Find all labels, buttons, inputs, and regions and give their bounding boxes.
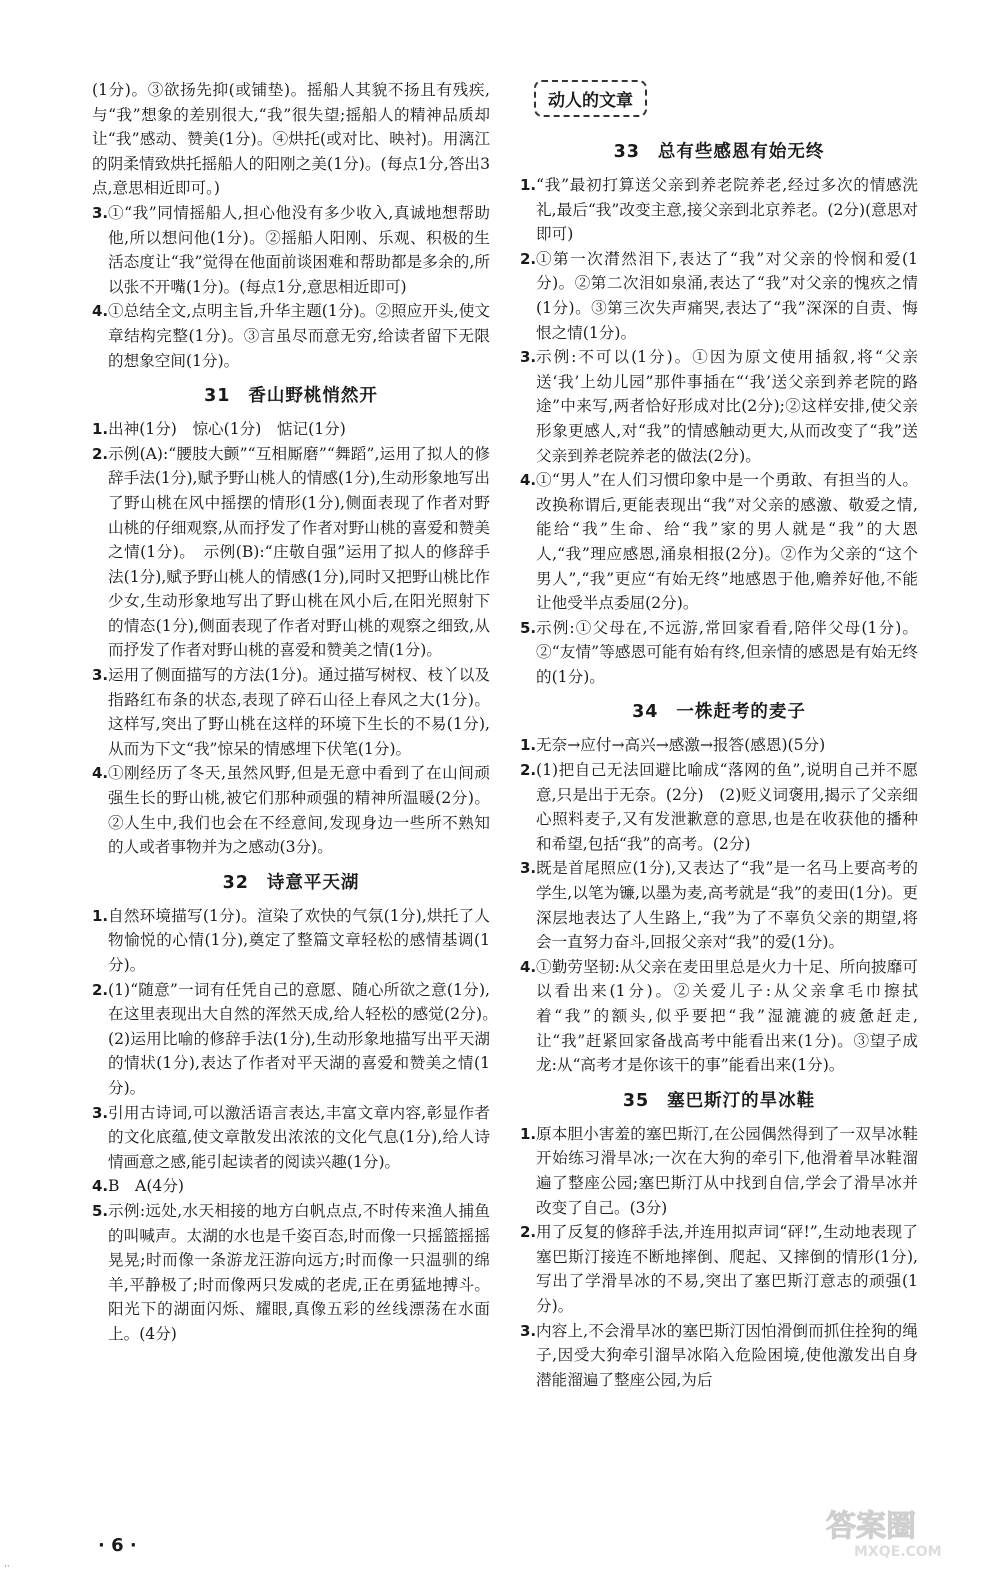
category-box-header: 动人的文章 <box>534 80 647 117</box>
right-column <box>520 78 918 1392</box>
item-text: 运用了侧面描写的方法(1分)。通过描写树杈、枝丫以及指路红布条的状态,表现了碎石山径上春风之大(1分)。这样写,突出了野山桃在这样的环境下生长的不易(1分),从而为下文“我”惊呆的情感埋下伏笔(1分)。 <box>108 666 490 758</box>
item-number: 4. <box>520 957 537 976</box>
item-number: 1. <box>92 420 109 439</box>
item-text: ①刚经历了冬天,虽然风野,但是无意中看到了在山间顽强生长的野山桃,被它们那种顽强的精神所温暖(2分)。②人生中,我们也会在不经意间,发现身边一些所不熟知的人或者事物并为之感动(3分)。 <box>108 764 490 857</box>
section-31-item <box>92 442 490 663</box>
item-text: ①“男人”在人们习惯印象中是一个勇敢、有担当的人。改换称谓后,更能表现出“我”对父亲的感激、敬爱之情,能给“我”生命、给“我”家的男人就是“我”的大恩人,“我”理应感恩,涌泉相报(2分)。②作为父亲的“这个男人”,“我”更应“有始无终”地感恩于他,赡养好他,不能让他受半点委屈(2分)。 <box>536 471 918 613</box>
item-text: 出神(1分) 惊心(1分) 惦记(1分) <box>108 420 346 439</box>
item-text: 既是首尾照应(1分),又表达了“我”是一名马上要高考的学生,以笔为镰,以墨为麦,高考就是“我”的麦田(1分)。更深层地表达了人生路上,“我”为了不辜负父亲的期望,将会一直努力奋斗,回报父亲对“我”的爱(1分)。 <box>536 859 918 952</box>
section-32-item <box>92 1199 490 1347</box>
section-31-heading: 香山野桃悄然开 <box>248 386 378 407</box>
section-32-item <box>92 978 506 1101</box>
item-text: 原本胆小害羞的塞巴斯汀,在公园偶然得到了一双旱冰鞋开始练习滑旱冰;一次在大狗的牵引下,他滑着旱冰鞋溜遍了整座公园;塞巴斯汀从中找到自信,学会了滑旱冰并改变了自己。(3分) <box>536 1124 918 1217</box>
item-number: 4. <box>92 1177 109 1196</box>
item-text: B A(4分) <box>108 1177 184 1196</box>
item-number: 1. <box>520 736 537 755</box>
item-number: 1. <box>520 176 537 194</box>
item-number: 4. <box>520 471 537 490</box>
section-34-title <box>520 698 918 723</box>
item-text: 用了反复的修辞手法,并连用拟声词“砰!”,生动地表现了塞巴斯汀接连不断地摔倒、爬起、又摔倒的情形(1分),写出了学滑旱冰的不易,突出了塞巴斯汀意志的顽强(1分)。 <box>536 1223 918 1315</box>
section-32-item <box>92 1101 490 1175</box>
left-column <box>92 78 506 1347</box>
section-34-number: 34 <box>632 702 659 723</box>
section-35-item <box>520 1319 918 1393</box>
section-33-item <box>520 468 918 616</box>
intro-items <box>92 201 490 373</box>
item-number: 5. <box>92 1201 109 1220</box>
intro-item <box>92 201 490 299</box>
item-text: ①总结全文,点明主旨,升华主题(1分)。②照应开头,使文章结构完整(1分)。③言虽尽而意无穷,给读者留下无限的想象空间(1分)。 <box>108 302 490 370</box>
item-text: ①第一次潸然泪下,表达了“我”对父亲的怜悯和爱(1分)。②第二次泪如泉涌,表达了“我”对父亲的愧疚之情(1分)。③第三次失声痛哭,表达了“我”深深的自责、悔恨之情(1分)。 <box>536 249 918 342</box>
section-35-title <box>520 1087 918 1112</box>
item-number: 3. <box>92 1103 109 1122</box>
corner-mark: ·· <box>4 1562 10 1572</box>
section-35-heading: 塞巴斯汀的旱冰鞋 <box>667 1090 816 1111</box>
item-text: 引用古诗词,可以激活语言表达,丰富文章内容,彰显作者的文化底蕴,使文章散发出浓浓的文化气息(1分),给人诗情画意之感,能引起读者的阅读兴趣(1分)。 <box>108 1103 490 1171</box>
section-34-item <box>520 856 918 954</box>
section-33-item <box>520 247 918 345</box>
item-text: 自然环境描写(1分)。渲染了欢快的气氛(1分),烘托了人物愉悦的心情(1分),奠定了整篇文章轻松的感情基调(1分)。 <box>108 906 490 974</box>
section-32-items <box>92 904 506 1347</box>
intro-item <box>92 299 490 373</box>
item-number: 4. <box>92 764 109 783</box>
item-number: 2. <box>92 444 109 463</box>
section-32-number: 32 <box>222 872 249 893</box>
item-text: 示例(A):“腰肢大颤”“互相厮磨”“舞蹈”,运用了拟人的修辞手法(1分),赋予野山桃人的情感(1分),生动形象地写出了野山桃在风中摇摆的情形(1分),侧面表现了作者对野山桃的仔细观察,从而抒发了作者对野山桃的喜爱和赞美之情(1分)。 示例(B):“庄敬自强”运用了拟人的修辞手法(1分),赋予野山桃人的情感(1分),同时又把野山桃比作少女,生动形象地写出了野山桃在风小后,在阳光照射下的情态(1分),侧面表现了作者对野山桃的观察之细致,从而抒发了作者对野山桃的喜爱和赞美之情(1分)。 <box>108 444 490 660</box>
section-35-items <box>520 1122 918 1393</box>
item-text: ①勤劳坚韧:从父亲在麦田里总是火力十足、所向披靡可以看出来(1分)。②关爱儿子:从父亲拿毛巾擦拭着“我”的额头,似乎要把“我”湿漉漉的疲惫赶走,让“我”赶紧回家备战高考中能看出来(1分)。③望子成龙:从“高考才是你该干的事”能看出来(1分)。 <box>536 957 918 1075</box>
watermark-logo-icon <box>820 1500 970 1562</box>
item-number: 3. <box>520 859 537 878</box>
item-text: (1)把自己无法回避比喻成“落网的鱼”,说明自己并不愿意,只是出于无奈。(2分) (2)贬义词褒用,揭示了父亲细心照料麦子,又有发泄歉意的意思,也是在收获他的播种和希望,包括“我”的高考。(2分) <box>536 761 918 853</box>
item-text: 示例:远处,水天相接的地方白帆点点,不时传来渔人捕鱼的叫喊声。太湖的水也是千姿百态,时而像一只摇篮摇摇晃晃;时而像一条游龙汪游向远方;时而像一只温驯的绵羊,平静极了;时而像两只发威的老虎,正在勇猛地搏斗。阳光下的湖面闪烁、耀眼,真像五彩的丝线漂荡在水面上。(4分) <box>108 1201 490 1343</box>
item-number: 2. <box>520 761 537 780</box>
item-number: 2. <box>520 249 537 268</box>
item-number: 1. <box>92 906 109 925</box>
section-33-item <box>520 345 918 468</box>
svg-text:答案圈: 答案圈 <box>826 1509 916 1544</box>
section-31-number: 31 <box>204 386 231 407</box>
item-number: 5. <box>520 618 537 637</box>
item-text: “我”最初打算送父亲到养老院养老,经过多次的情感洗礼,最后“我”改变主意,接父亲到北京养老。(2分)(意思对即可) <box>536 176 918 244</box>
item-number: 3. <box>520 1321 537 1340</box>
section-33-item <box>520 173 918 247</box>
item-number: 2. <box>520 1223 537 1242</box>
page-number: · 6 · <box>98 1535 137 1556</box>
section-34-item <box>520 758 918 856</box>
section-35-item <box>520 1220 918 1318</box>
item-text: 示例:①父母在,不远游,常回家看看,陪伴父母(1分)。②“友情”等感恩可能有始有终,但亲情的感恩是有始无终的(1分)。 <box>536 618 918 686</box>
item-text: 示例:不可以(1分)。①因为原文使用插叙,将“父亲送‘我’上幼儿园”那件事插在“‘我’送父亲到养老院的路途”中来写,两者恰好形成对比(2分);②这样安排,使父亲形象更感人,对“我”的情感触动更大,从而改变了“我”送父亲到养老院养老的做法(2分)。 <box>536 348 918 465</box>
item-number: 3. <box>92 666 109 685</box>
section-34-heading: 一株赶考的麦子 <box>676 702 806 723</box>
section-33-title <box>520 138 918 163</box>
section-32-item <box>92 1174 490 1199</box>
intro-paragraph: (1分)。③欲扬先抑(或铺垫)。摇船人其貌不扬且有残疾,与“我”想象的差别很大,“我”很失望;摇船人的精神品质却让“我”感动、赞美(1分)。④烘托(或对比、映衬)。用漓江的阴柔情致烘托摇船人的阳刚之美(1分)。(每点1分,答出3点,意思相近即可。) <box>92 81 490 198</box>
item-text: 内容上,不会滑旱冰的塞巴斯汀因怕滑倒而抓住拴狗的绳子,因受大狗牵引溜旱冰陷入危险困境,使他激发出自身潜能溜遍了整座公园,为后 <box>536 1321 918 1389</box>
section-32-item <box>92 904 490 978</box>
item-number: 3. <box>520 348 537 367</box>
section-31-items <box>92 417 490 860</box>
section-31-item <box>92 663 490 761</box>
item-text: 无奈→应付→高兴→感激→报答(感恩)(5分) <box>536 736 826 755</box>
item-number: 2. <box>92 980 109 999</box>
section-32-heading: 诗意平天湖 <box>266 872 360 893</box>
section-31-title <box>92 382 490 407</box>
svg-text:MXQE.COM: MXQE.COM <box>854 1544 942 1560</box>
section-33-heading: 总有些感恩有始无终 <box>657 142 825 162</box>
item-number: 1. <box>520 1124 537 1143</box>
section-33-items <box>520 173 918 689</box>
section-32-title <box>92 869 490 894</box>
item-number: 4. <box>92 302 109 321</box>
section-34-item <box>520 955 918 1078</box>
section-35-item <box>520 1122 918 1220</box>
section-34-item <box>520 733 918 758</box>
section-31-item <box>92 417 490 442</box>
watermark-logo <box>820 1500 970 1562</box>
item-text: (1)“随意”一词有任凭自己的意愿、随心所欲之意(1分),在这里表现出大自然的浑然天成,给人轻松的感觉(2分)。 (2)运用比喻的修辞手法(1分),生动形象地描写出平天湖的情状(1分),表达了作者对平天湖的喜爱和赞美之情(1分)。 <box>108 980 506 1097</box>
item-number: 3. <box>92 203 109 222</box>
section-31-item <box>92 761 490 859</box>
section-33-number: 33 <box>613 142 640 162</box>
section-35-number: 35 <box>622 1090 650 1111</box>
item-text: ①“我”同情摇船人,担心他没有多少收入,真诚地想帮助他,所以想问他(1分)。②摇船人阳刚、乐观、积极的生活态度让“我”觉得在他面前谈困难和帮助都是多余的,所以张不开嘴(1分)。(每点1分,意思相近即可) <box>108 203 490 296</box>
section-33-item <box>520 616 918 690</box>
section-34-items <box>520 733 918 1077</box>
